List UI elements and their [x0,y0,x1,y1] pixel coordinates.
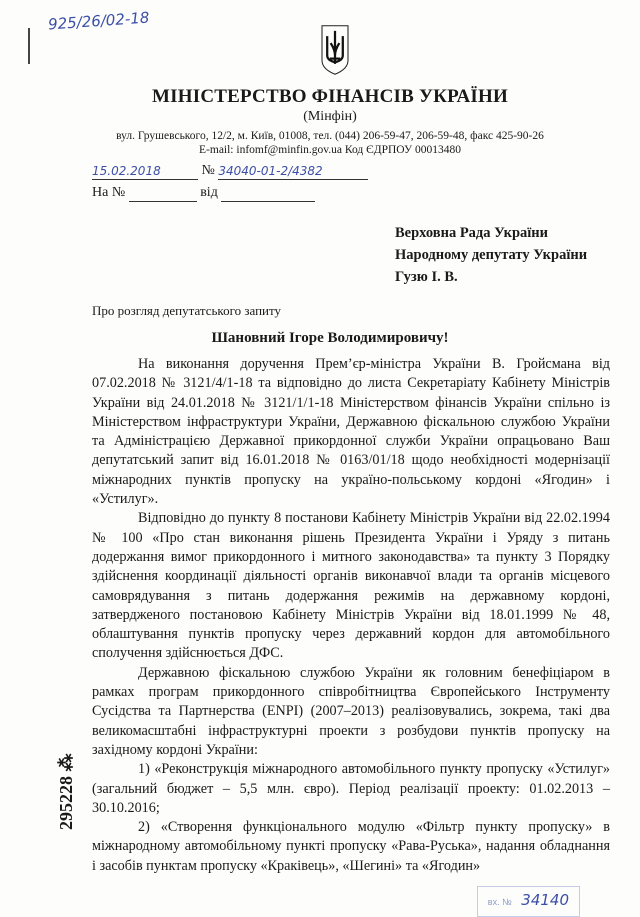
address-line: вул. Грушевського, 12/2, м. Київ, 01008, тел. (044) 206-59-47, 206-59-48, факс 425-90-26 [116,130,544,142]
reply-number-label: На № [92,185,126,200]
contacts-line: E-mail: infomf@minfin.gov.ua Код ЄДРПОУ 00013480 [199,144,461,156]
recipient-block [395,222,587,288]
ministry-title: МІНІСТЕРСТВО ФІНАНСІВ УКРАЇНИ [152,86,508,107]
paragraph: Відповідно до пункту 8 постанови Кабінету Міністрів України від 22.02.1994 № 100 «Про стан виконання рішень Президента України і Уряду з питань додержання вимог прикордонного і митного законодавства» та пункту 3 Порядку здійснення координації діяльності органів виконавчої влади та органів місцевого самоврядування з питань додержання режимів на державному кордоні, затвердженого постановою Кабінету Міністрів України від 18.01.1999 № 48, облаштування пунктів пропуску через державний кордон для автомобільного сполучення здійснюється ДФС. [92,510,610,662]
letter-subject: Про розгляд депутатського запиту [92,303,282,318]
incoming-number-handwriting: 34140 [521,891,569,910]
paragraph: Державною фіскальною службою України як головним бенефіціаром в рамках програм прикордонного співробітництва Європейського Інструменту Сусідства та Партнерства (ENPI) (2007–2013) реалізовувались, зокрема, такі два великомасштабні інфраструктурні проекти з розбудови пунктів пропуску на західному кордоні України: [92,664,610,758]
reply-date-blank [221,185,315,202]
paragraph: На виконання доручення Прем’єр-міністра України В. Гройсмана від 07.02.2018 № 3121/4/1-18 та відповідно до листа Секретаріату Кабінету Міністрів України від 24.01.2018 № 3121/1/1-18 Міністерством фінансів України спільно із Міністерством інфраструктури України, Державною фіскальною службою України та Адміністрацією Державної прикордонної служби України опрацьовано Ваш депутатський запит від 16.01.2018 № 0163/01/18 щодо необхідності модернізації міжнародних пунктів пропуску на україно-польському кордоні «Ягодин» і «Устилуг». [92,356,610,508]
greeting: Шановний Ігоре Володимировичу! [211,330,449,346]
recipient-title: Народному депутату України [395,247,588,263]
registration-handwriting: 925/26/02-18 [47,8,150,34]
outgoing-reference [92,162,368,180]
ministry-address [0,129,640,157]
recipient-name: Гузю І. В. [395,269,458,285]
margin-mark [28,28,30,64]
outgoing-date: 15.02.2018 [92,163,198,180]
paragraph: 1) «Реконструкція міжнародного автомобільного пункту пропуску «Устилуг» (загальний бюджет – 5,5 млн. євро). Період реалізації проекту: 01.02.2013 – 30.10.2016; [92,761,610,816]
outgoing-number: 34040-01-2/4382 [218,163,368,180]
from-label: від [200,185,218,200]
stamp-row [92,886,610,917]
reply-number-blank [129,185,197,202]
paragraph: 2) «Створення функціонального модулю «Фільтр пункту пропуску» в міжнародному автомобільному пункті пропуску «Рава-Руська», надання обладнання і засобів пунктам пропуску «Краківець», «Шегині» та «Ягодин» [92,819,610,874]
incoming-reference [92,184,315,202]
incoming-stamp [477,886,580,917]
document-serial-number: 295228 ⁂ [56,753,76,830]
trident-emblem-icon [318,24,352,76]
number-label: № [201,163,215,178]
recipient-organization: Верховна Рада України [395,225,548,241]
ministry-abbrev: (Мінфін) [303,109,357,124]
letter-body [92,355,610,917]
stamp-incoming-label: вх. № [487,897,512,908]
